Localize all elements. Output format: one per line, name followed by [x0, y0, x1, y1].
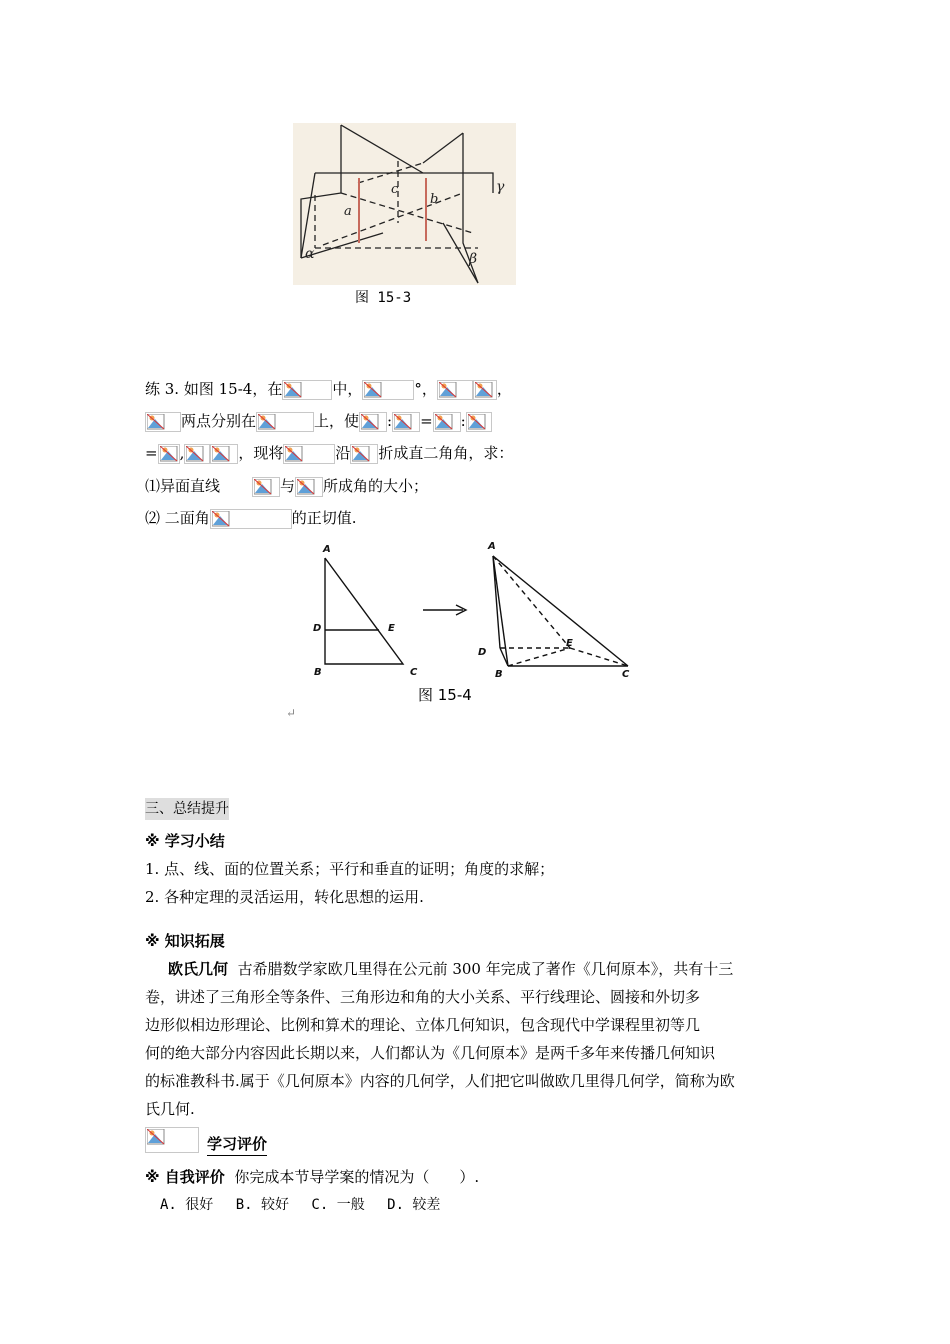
ex3-text: 沿 [335, 444, 351, 462]
ex3-text: ，现将 [238, 444, 284, 462]
figure-15-3 [293, 123, 516, 285]
ex3-text: 练 3. 如图 15-4，在 [145, 380, 283, 398]
broken-image-icon [359, 412, 387, 432]
left-B-label: B [314, 667, 322, 678]
ex3-text: °， [414, 380, 437, 398]
broken-image-icon [158, 444, 180, 464]
ex3-text: 与 [280, 477, 296, 495]
ex3-text: ⑴异面直线 [145, 477, 221, 495]
left-C-label: C [410, 667, 418, 678]
broken-image-icon [184, 444, 210, 464]
exercise-3-line-4 [145, 476, 428, 497]
left-E-label: E [388, 623, 395, 634]
broken-image-icon [362, 380, 414, 400]
figure-15-3-caption: 图 15-3 [355, 290, 412, 306]
evaluation-options: A. 很好 B. 较好 C. 一般 D. 较差 [160, 1197, 441, 1213]
ext-line-3: 边形似相边形理论、比例和算术的理论、立体几何知识，包含现代中学课程里初等几 [145, 1016, 701, 1034]
broken-image-icon [210, 444, 238, 464]
broken-image-icon [282, 380, 332, 400]
ex3-text: : [387, 412, 393, 430]
broken-image-icon [350, 444, 378, 464]
ex3-text: , [179, 444, 185, 462]
right-B-label: B [495, 669, 503, 680]
ext-line-1 [168, 955, 733, 983]
figure-15-4 [308, 538, 653, 708]
ext-line-2: 卷，讲述了三角形全等条件、三角形边和角的大小关系、平行线理论、圆接和外切多 [145, 988, 701, 1006]
a-label: a [344, 204, 352, 219]
fold-diagram [308, 538, 653, 708]
broken-image-icon [466, 412, 492, 432]
ex3-text: 上，使 [314, 412, 360, 430]
broken-image-icon [437, 380, 473, 400]
left-D-label: D [313, 623, 322, 634]
self-evaluation-title: ※ 自我评价 [145, 1168, 225, 1186]
ex3-text: : [460, 412, 466, 430]
summary-item-1: 1. 点、线、面的位置关系；平行和垂直的证明；角度的求解； [145, 860, 555, 878]
learning-evaluation-title: 学习评价 [207, 1133, 267, 1156]
right-C-label: C [622, 669, 630, 680]
paragraph-mark: ↵ [286, 706, 297, 720]
c-label: c [391, 182, 399, 197]
exercise-3-line-3 [145, 443, 513, 464]
broken-image-icon [283, 444, 335, 464]
ex3-text: ， [496, 380, 512, 398]
knowledge-extension-title: ※ 知识拓展 [145, 932, 225, 950]
ext-text: 古希腊数学家欧几里得在公元前 300 年完成了著作《几何原本》，共有十三 [237, 960, 734, 978]
beta-label: β [469, 251, 478, 267]
figure-15-4-caption: 图 15-4 [418, 686, 472, 704]
right-A-label: A [488, 541, 496, 552]
ex3-text: = [145, 444, 158, 462]
ext-line-6: 氏几何. [145, 1100, 195, 1118]
ex3-text: 中， [332, 380, 363, 398]
broken-image-icon [433, 412, 461, 432]
ex3-text: 两点分别在 [181, 412, 257, 430]
alpha-label: α [305, 246, 315, 262]
ex3-text: 折成直二角角，求： [378, 444, 514, 462]
broken-image-icon [145, 412, 181, 432]
b-label: b [430, 192, 439, 207]
ext-line-5: 的标准教科书.属于《几何原本》内容的几何学，人们把它叫做欧几里得几何学，简称为欧 [145, 1072, 735, 1090]
broken-image-icon [210, 509, 292, 529]
section-heading: 三、总结提升 [145, 798, 229, 820]
learning-evaluation-row [145, 1127, 199, 1153]
exercise-3-line-5 [145, 508, 357, 529]
broken-image-icon [256, 412, 314, 432]
ex3-text: = [420, 412, 433, 430]
ex3-text: 所成角的大小； [323, 477, 429, 495]
right-E-label: E [566, 638, 573, 649]
self-evaluation-row [145, 1163, 479, 1191]
broken-image-icon [295, 477, 323, 497]
study-summary-title: ※ 学习小结 [145, 832, 225, 850]
ex3-text: ⑵ 二面角 [145, 509, 210, 527]
gamma-label: γ [496, 179, 505, 195]
summary-item-2: 2. 各种定理的灵活运用，转化思想的运用. [145, 888, 424, 906]
exercise-3-line-2 [145, 411, 492, 432]
left-A-label: A [323, 544, 331, 555]
broken-image-icon [392, 412, 420, 432]
broken-image-icon [473, 380, 497, 400]
right-D-label: D [478, 647, 487, 658]
ex3-text: 的正切值. [291, 509, 357, 527]
broken-image-icon [145, 1127, 199, 1153]
planes-diagram [293, 123, 516, 285]
self-evaluation-text: 你完成本节导学案的情况为（ ）. [234, 1168, 480, 1186]
broken-image-icon [252, 477, 280, 497]
ext-line-4: 何的绝大部分内容因此长期以来，人们都认为《几何原本》是两千多年来传播几何知识 [145, 1044, 716, 1062]
ext-term: 欧氏几何 [168, 960, 229, 978]
exercise-3-line-1 [145, 379, 512, 400]
